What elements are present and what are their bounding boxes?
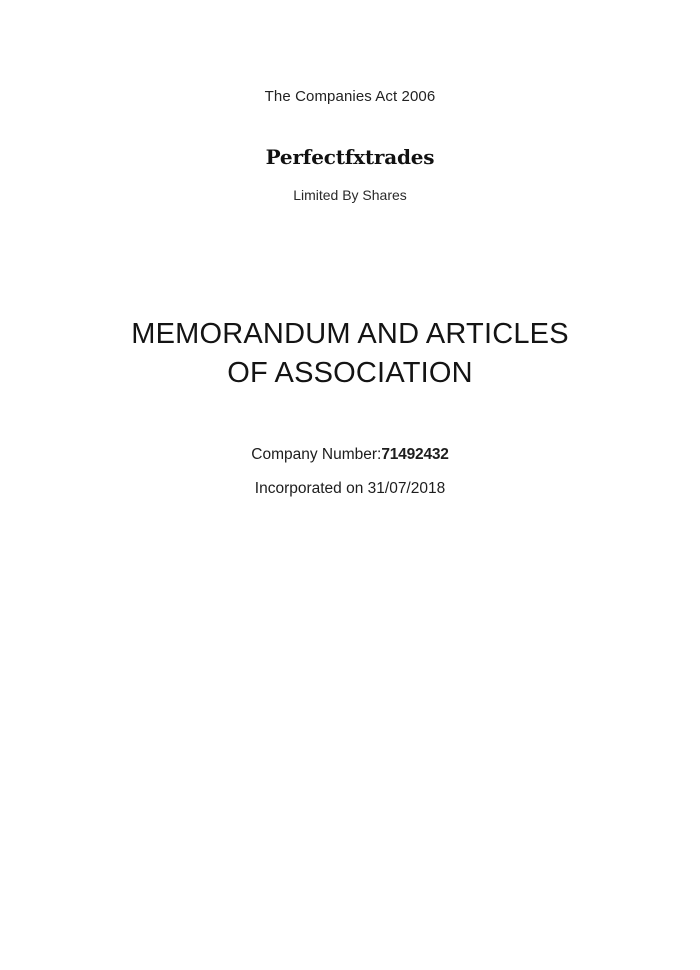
page-title	[0, 315, 700, 393]
limited-by-shares-line: Limited By Shares	[293, 187, 407, 203]
page-title-line-1: MEMORANDUM AND ARTICLES	[131, 318, 569, 350]
company-number-label: Company Number:	[251, 446, 382, 463]
incorporation-date-line: Incorporated on 31/07/2018	[254, 480, 446, 497]
companies-act-line: The Companies Act 2006	[264, 88, 436, 105]
company-number-value: 71492432	[381, 446, 449, 463]
page-title-line-2: OF ASSOCIATION	[227, 357, 473, 389]
company-name: Perfectfxtrades	[265, 145, 435, 169]
company-number	[0, 446, 700, 464]
